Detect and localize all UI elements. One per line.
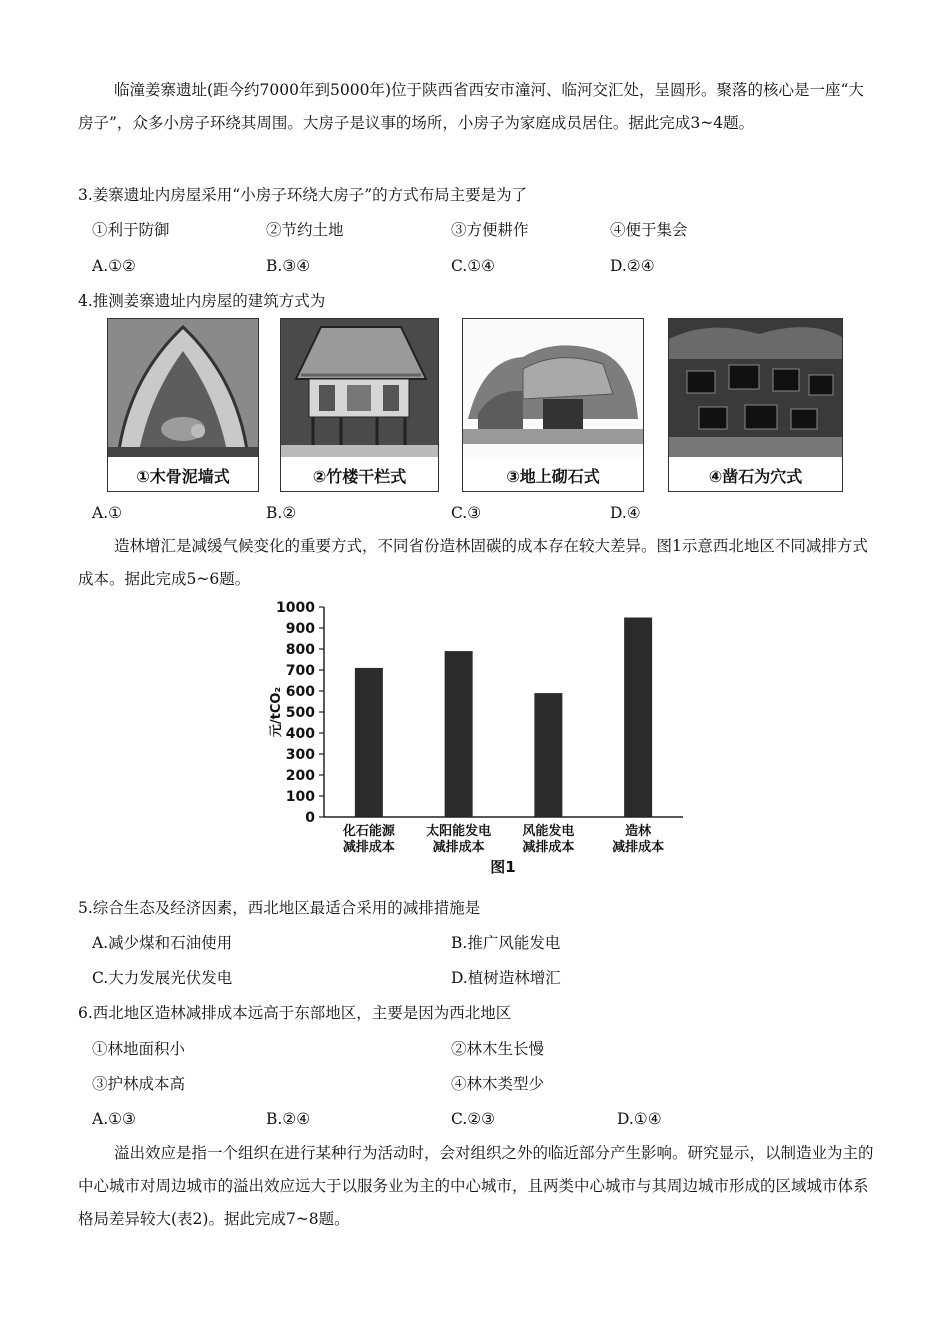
- figure-1-chart: [258, 590, 698, 880]
- y-tick-label: 800: [285, 642, 315, 658]
- q3-item-3: ③方便耕作: [451, 221, 529, 239]
- y-axis-label: 元/tCO₂: [269, 686, 284, 738]
- y-tick-label: 900: [285, 621, 315, 637]
- q5-choice-b: B.推广风能发电: [451, 934, 561, 952]
- x-tick-label: 减排成本: [342, 840, 395, 855]
- y-tick-label: 500: [285, 705, 315, 721]
- q6-choice-d: D.①④: [617, 1110, 662, 1128]
- bar-2: [445, 651, 473, 817]
- x-tick-label: 减排成本: [522, 840, 575, 855]
- q5-choice-c: C.大力发展光伏发电: [92, 969, 233, 987]
- chart-title: 图1: [490, 858, 516, 876]
- q3-choice-c: C.①④: [451, 257, 496, 275]
- y-tick-label: 200: [285, 768, 315, 784]
- q4-choice-a: A.①: [92, 504, 123, 522]
- q4-choice-d: D.④: [610, 504, 641, 522]
- passage-spillover: 溢出效应是指一个组织在进行某种行为活动时，会对组织之外的临近部分产生影响。研究显示，以制造业为主的中心城市对周边城市的溢出效应远大于以服务业为主的中心城市，且两类中心城市与其周边城市形成的区域城市体系格局差异较大(表2)。据此完成7~8题。: [78, 1144, 874, 1228]
- bamboo-stilt-house-image: [281, 319, 438, 457]
- y-tick-label: 100: [285, 789, 315, 805]
- passage-jiangzhai: 临潼姜寨遗址(距今约7000年到5000年)位于陕西省西安市潼河、临河交汇处，呈圆形。聚落的核心是一座“大房子”，众多小房子环绕其周围。大房子是议事的场所，小房子为家庭成员居住。据此完成3~4题。: [78, 81, 864, 132]
- q4-choice-b: B.②: [266, 504, 297, 522]
- q6-item-1: ①林地面积小: [92, 1040, 186, 1058]
- q6-choice-c: C.②③: [451, 1110, 496, 1128]
- bar-4: [624, 618, 652, 818]
- q6-item-2: ②林木生长慢: [451, 1040, 545, 1058]
- q3-item-2: ②节约土地: [266, 221, 344, 239]
- stone-house-image: [463, 319, 643, 457]
- q6-choice-a: A.①③: [92, 1110, 136, 1128]
- bar-1: [355, 668, 383, 817]
- photo-caption-2: ②竹楼干栏式: [312, 467, 407, 486]
- cave-dwelling-image: [669, 319, 842, 457]
- q6-item-4: ④林木类型少: [451, 1075, 545, 1093]
- photo-caption-4: ④凿石为穴式: [708, 467, 803, 486]
- q3-item-1: ①利于防御: [92, 221, 170, 239]
- q6-item-3: ③护林成本高: [92, 1075, 186, 1093]
- y-tick-label: 400: [285, 726, 315, 742]
- y-tick-label: 700: [285, 663, 315, 679]
- photo-caption-1: ①木骨泥墙式: [136, 467, 230, 486]
- y-tick-label: 300: [285, 747, 315, 763]
- q3-item-4: ④便于集会: [610, 221, 688, 239]
- wood-mud-house-image: [108, 319, 258, 457]
- x-tick-label: 化石能源: [342, 824, 395, 839]
- q6-stem: 6.西北地区造林减排成本远高于东部地区，主要是因为西北地区: [78, 1004, 512, 1022]
- q3-choice-a: A.①②: [92, 257, 136, 275]
- x-tick-label: 减排成本: [612, 840, 665, 855]
- y-tick-label: 0: [305, 810, 315, 826]
- q6-choice-b: B.②④: [266, 1110, 311, 1128]
- photo-caption-3: ③地上砌石式: [506, 467, 600, 486]
- bar-3: [534, 693, 562, 817]
- y-tick-label: 1000: [276, 600, 315, 616]
- q4-stem: 4.推测姜寨遗址内房屋的建筑方式为: [78, 292, 326, 310]
- q5-stem: 5.综合生态及经济因素，西北地区最适合采用的减排措施是: [78, 899, 481, 917]
- q5-choice-d: D.植树造林增汇: [451, 969, 561, 987]
- q5-choice-a: A.减少煤和石油使用: [92, 934, 233, 952]
- x-tick-label: 造林: [625, 824, 652, 839]
- x-tick-label: 太阳能发电: [426, 824, 492, 839]
- q3-stem: 3.姜寨遗址内房屋采用“小房子环绕大房子”的方式布局主要是为了: [78, 186, 528, 204]
- passage-afforestation: 造林增汇是减缓气候变化的重要方式，不同省份造林固碳的成本存在较大差异。图1示意西北地区不同减排方式成本。据此完成5~6题。: [78, 537, 868, 588]
- photo-stone-house: [462, 318, 644, 492]
- x-tick-label: 风能发电: [522, 824, 575, 839]
- y-tick-label: 600: [285, 684, 315, 700]
- photo-bamboo-stilt-house: [280, 318, 439, 492]
- q4-choice-c: C.③: [451, 504, 482, 522]
- photo-cave-dwelling: [668, 318, 843, 492]
- photo-wood-mud-house: [107, 318, 259, 492]
- q3-choice-b: B.③④: [266, 257, 311, 275]
- q3-choice-d: D.②④: [610, 257, 655, 275]
- x-tick-label: 减排成本: [432, 840, 485, 855]
